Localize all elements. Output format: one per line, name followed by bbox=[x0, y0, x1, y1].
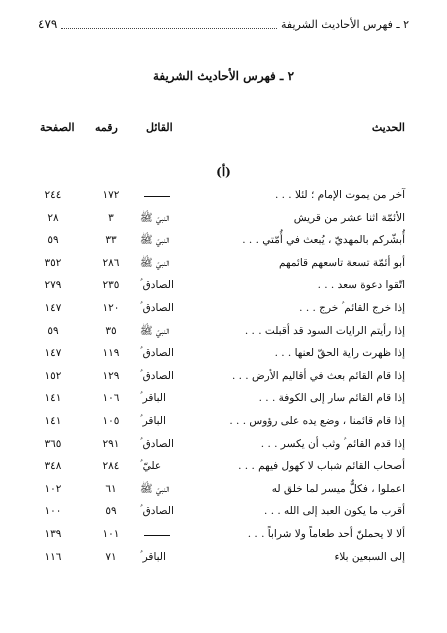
table-row bbox=[0, 209, 447, 232]
hadith-text: أُبشّركم بالمهديّ ، يُبعث في أُمّتي . . . bbox=[242, 234, 405, 247]
hadith-number: ٣٥ bbox=[105, 324, 117, 337]
speaker: النبيّ ﷺ bbox=[140, 482, 170, 495]
page-reference: ١٠٢ bbox=[44, 482, 62, 495]
column-header-page: الصفحة bbox=[40, 121, 75, 134]
column-header-speaker: القائل bbox=[146, 121, 173, 134]
page-reference: ١٤٧ bbox=[44, 301, 62, 314]
hadith-text: إلى السبعين بلاء bbox=[334, 550, 405, 563]
speaker: الصادق ؑ bbox=[140, 347, 174, 360]
hadith-text: اعملوا ، فكلٌّ ميسر لما خلق له bbox=[271, 482, 405, 495]
hadith-number: ٧١ bbox=[105, 550, 117, 563]
table-row bbox=[0, 435, 447, 458]
table-row bbox=[0, 412, 447, 435]
hadith-number: ١٢٩ bbox=[102, 369, 120, 382]
page-reference: ١٤٧ bbox=[44, 347, 62, 360]
table-row bbox=[0, 389, 447, 412]
table-row bbox=[0, 322, 447, 345]
table-row bbox=[0, 480, 447, 503]
table-row bbox=[0, 457, 447, 480]
speaker: عليّ ؑ bbox=[140, 460, 162, 473]
hadith-number: ٢٩١ bbox=[102, 437, 120, 450]
page-reference: ٥٩ bbox=[47, 234, 59, 247]
speaker: النبيّ ﷺ bbox=[140, 211, 170, 224]
hadith-number: ٦١ bbox=[105, 482, 117, 495]
index-table bbox=[0, 186, 447, 570]
page-reference: ١٤١ bbox=[44, 414, 62, 427]
speaker: الباقر ؑ bbox=[140, 550, 166, 563]
hadith-text: ألا لا يحملنّ أحد طعاماً ولا شراباً . . . bbox=[247, 527, 405, 540]
hadith-text: إذا خرج القائم ؑ خرج . . . bbox=[299, 301, 405, 314]
hadith-text: إذا قدم القائم ؑ وثب أن يكسر . . . bbox=[260, 437, 405, 450]
hadith-number: ٢٣٥ bbox=[102, 279, 120, 292]
speaker: النبيّ ﷺ bbox=[140, 324, 170, 337]
table-row bbox=[0, 254, 447, 277]
leader-dots bbox=[61, 20, 277, 29]
speaker: الباقر ؑ bbox=[140, 414, 166, 427]
hadith-text: آخر من يموت الإمام ؛ لئلا . . . bbox=[274, 189, 405, 201]
hadith-number: ١٠١ bbox=[102, 527, 120, 540]
hadith-text: الأئمّة اثنا عشر من قريش bbox=[293, 211, 405, 224]
speaker: الباقر ؑ bbox=[140, 392, 166, 405]
page-reference: ١٣٩ bbox=[44, 527, 62, 540]
page-reference: ٣٦٥ bbox=[44, 437, 62, 450]
speaker: الصادق ؑ bbox=[140, 279, 174, 292]
table-row bbox=[0, 367, 447, 390]
hadith-number: ١١٩ bbox=[102, 347, 120, 360]
page-reference: ٣٥٢ bbox=[44, 256, 62, 269]
hadith-text: أبو أئمّة تسعة تاسعهم قائمهم bbox=[279, 256, 405, 269]
table-row bbox=[0, 299, 447, 322]
hadith-number: ١٧٢ bbox=[102, 189, 120, 201]
table-row bbox=[0, 186, 447, 209]
hadith-number: ١٢٠ bbox=[102, 301, 120, 314]
hadith-text: إذا قام قائمنا ، وضع يده على رؤوس . . . bbox=[229, 414, 405, 427]
hadith-text: إذا قام القائم سار إلى الكوفة . . . bbox=[258, 392, 405, 405]
speaker: الصادق ؑ bbox=[140, 369, 174, 382]
table-row bbox=[0, 502, 447, 525]
page-reference: ١٤١ bbox=[44, 392, 62, 405]
table-row bbox=[0, 344, 447, 367]
page-reference: ١٥٢ bbox=[44, 369, 62, 382]
group-letter-heading: (أ) bbox=[216, 165, 231, 179]
page-reference: ٥٩ bbox=[47, 324, 59, 337]
column-header-number: رقمه bbox=[95, 121, 118, 134]
page-reference: ١١٦ bbox=[44, 550, 62, 563]
hadith-number: ٥٩ bbox=[105, 505, 117, 518]
page-number: ٤٧٩ bbox=[38, 17, 58, 31]
hadith-number: ١٠٦ bbox=[102, 392, 120, 405]
speaker bbox=[140, 528, 161, 540]
speaker bbox=[140, 189, 161, 201]
hadith-text: أقرب ما يكون العبد إلى الله . . . bbox=[264, 505, 405, 518]
table-row bbox=[0, 276, 447, 299]
hadith-number: ٣ bbox=[108, 211, 114, 224]
table-row bbox=[0, 548, 447, 571]
hadith-text: إذا رأيتم الرايات السود قد أقبلت . . . bbox=[244, 324, 405, 337]
speaker: الصادق ؑ bbox=[140, 437, 174, 450]
hadith-text: إذا قام القائم بعث في أقاليم الأرض . . . bbox=[231, 369, 405, 382]
page-reference: ٢٨ bbox=[47, 211, 59, 224]
speaker: النبيّ ﷺ bbox=[140, 234, 170, 247]
speaker: النبيّ ﷺ bbox=[140, 256, 170, 269]
hadith-text: أصحاب القائم شباب لا كهول فيهم . . . bbox=[238, 460, 405, 473]
hadith-number: ١٠٥ bbox=[102, 414, 120, 427]
hadith-number: ٢٨٦ bbox=[102, 256, 120, 269]
hadith-text: إذا ظهرت راية الحقّ لعنها . . . bbox=[274, 347, 405, 360]
hadith-number: ٣٣ bbox=[105, 234, 117, 247]
running-header bbox=[38, 14, 409, 34]
section-title: ٢ ـ فهرس الأحاديث الشريفة bbox=[152, 69, 295, 83]
table-row bbox=[0, 525, 447, 548]
page-reference: ٢٧٩ bbox=[44, 279, 62, 292]
hadith-number: ٢٨٤ bbox=[102, 460, 120, 473]
page-reference: ٢٤٤ bbox=[44, 189, 62, 201]
hadith-text: اتّقوا دعوة سعد . . . bbox=[317, 279, 405, 292]
column-header-hadith: الحديث bbox=[371, 121, 405, 134]
page-reference: ١٠٠ bbox=[44, 505, 62, 518]
table-row bbox=[0, 231, 447, 254]
running-header-title: ٢ ـ فهرس الأحاديث الشريفة bbox=[280, 17, 409, 31]
speaker: الصادق ؑ bbox=[140, 301, 174, 314]
page-reference: ٣٤٨ bbox=[44, 460, 62, 473]
speaker: الصادق ؑ bbox=[140, 505, 174, 518]
